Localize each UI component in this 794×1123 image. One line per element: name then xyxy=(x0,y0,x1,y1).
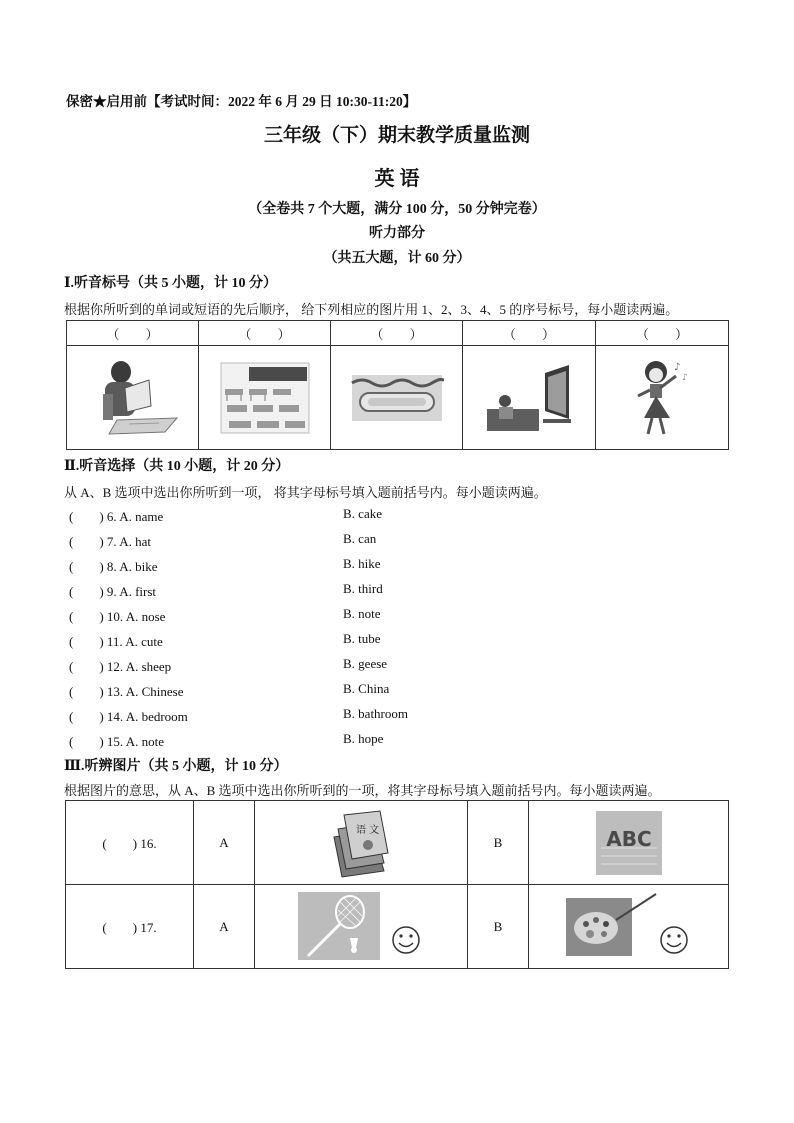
picture-reading-boy xyxy=(67,346,199,450)
question-9-option-b: B. third xyxy=(343,581,383,596)
page-title: 三年级（下）期末教学质量监测 xyxy=(263,125,530,146)
picture-running-track xyxy=(331,346,463,450)
question-12: ( ) 12. A. sheep xyxy=(69,659,172,674)
question-11-option-b: B. tube xyxy=(343,631,381,646)
question-10: ( ) 10. A. nose xyxy=(69,609,166,624)
picture-dancing-girl xyxy=(596,346,729,450)
question-6: ( ) 6. A. name xyxy=(69,509,164,524)
smiley-face-icon xyxy=(661,927,687,953)
book-title-text: 语 文 xyxy=(356,824,380,836)
question-13-option-b: B. China xyxy=(343,681,390,696)
option-a-label: A xyxy=(194,885,255,969)
exam-summary: （全卷共 7 个大题，满分 100 分，50 分钟完卷） xyxy=(248,202,546,217)
question-13: ( ) 13. A. Chinese xyxy=(69,684,184,699)
picture-painting xyxy=(529,885,729,969)
option-a-label: A xyxy=(194,801,255,885)
confidential-line: 保密★启用前【考试时间：2022 年 6 月 29 日 10:30-11:20】 xyxy=(66,94,417,109)
question-16-number: ( ) 16. xyxy=(66,801,194,885)
section1-heading: Ⅰ.听音标号（共 5 小题，计 10 分） xyxy=(64,276,278,291)
question-8-option-b: B. hike xyxy=(343,556,381,571)
option-b-label: B xyxy=(468,801,529,885)
section3-instruction: 根据图片的意思，从 A、B 选项中选出你所听到的一项，将其字母标号填入题前括号内。每小题读两遍。 xyxy=(64,783,661,798)
answer-blank[interactable]: （ ） xyxy=(463,321,596,346)
part-summary: （共五大题，计 60 分） xyxy=(323,251,471,266)
section3-picture-table xyxy=(65,800,729,969)
question-10-option-b: B. note xyxy=(343,606,381,621)
question-7-option-b: B. can xyxy=(343,531,377,546)
part-name: 听力部分 xyxy=(369,226,425,241)
picture-abc-board xyxy=(529,801,729,885)
section1-instruction: 根据你所听到的单词或短语的先后顺序， 给下列相应的图片用 1、2、3、4、5 的序号标号，每小题读两遍。 xyxy=(64,302,679,317)
question-14: ( ) 14. A. bedroom xyxy=(69,709,188,724)
picture-badminton xyxy=(255,885,468,969)
picture-books xyxy=(255,801,468,885)
section3-heading: Ⅲ.听辨图片（共 5 小题，计 10 分） xyxy=(64,759,288,774)
section2-heading: Ⅱ.听音选择（共 10 小题，计 20 分） xyxy=(64,459,290,474)
answer-blank[interactable]: （ ） xyxy=(67,321,199,346)
answer-blank[interactable]: （ ） xyxy=(199,321,331,346)
answer-blank[interactable]: （ ） xyxy=(331,321,463,346)
smiley-face-icon xyxy=(393,927,419,953)
picture-classroom xyxy=(199,346,331,450)
question-15: ( ) 15. A. note xyxy=(69,734,164,749)
question-14-option-b: B. bathroom xyxy=(343,706,408,721)
question-6-option-b: B. cake xyxy=(343,506,382,521)
question-17-number: ( ) 17. xyxy=(66,885,194,969)
question-9: ( ) 9. A. first xyxy=(69,584,157,599)
question-8: ( ) 8. A. bike xyxy=(69,559,158,574)
question-15-option-b: B. hope xyxy=(343,731,384,746)
svg-text:♪: ♪ xyxy=(682,372,688,383)
question-7: ( ) 7. A. hat xyxy=(69,534,151,549)
answer-blank[interactable]: （ ） xyxy=(596,321,729,346)
subject-title: 英 语 xyxy=(374,168,420,190)
question-11: ( ) 11. A. cute xyxy=(69,634,163,649)
question-12-option-b: B. geese xyxy=(343,656,388,671)
svg-text:♪: ♪ xyxy=(674,361,681,373)
section2-instruction: 从 A、B 选项中选出你所听到一项， 将其字母标号填入题前括号内。每小题读两遍。 xyxy=(64,485,547,500)
section1-picture-table xyxy=(66,320,729,450)
option-b-label: B xyxy=(468,885,529,969)
picture-watching-tv xyxy=(463,346,596,450)
abc-letters: ABC xyxy=(605,826,652,851)
